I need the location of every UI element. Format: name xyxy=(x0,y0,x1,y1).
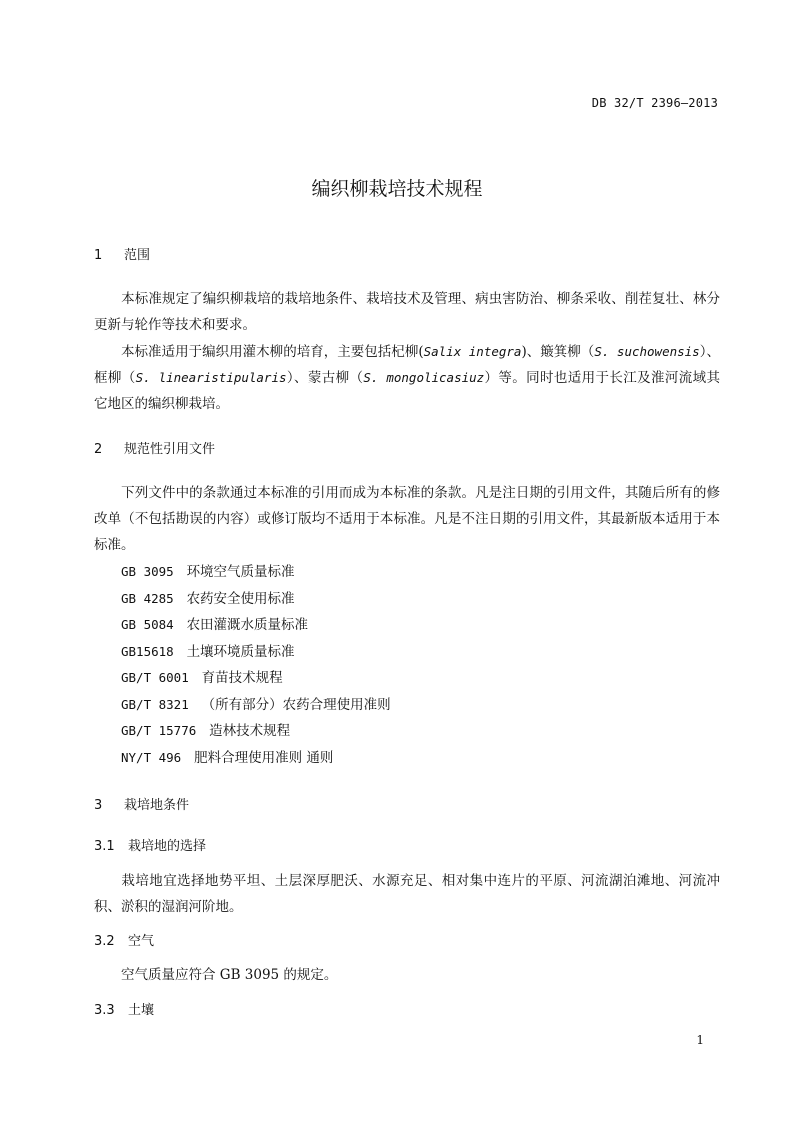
scope-text-2c: ）、框柳（ xyxy=(94,344,720,386)
site-selection-paragraph xyxy=(94,868,720,920)
species-linearistipularis: S. linearistipularis xyxy=(135,370,287,385)
reference-code: GB/T 15776 xyxy=(121,723,197,738)
scope-text-2e: ）等。同时也适用于长江及淮河流域其它地区的编织柳栽培。 xyxy=(94,370,721,412)
section-3-heading xyxy=(94,794,189,813)
section-title: 栽培地的选择 xyxy=(128,839,207,854)
standard-code: DB 32/T 2396—2013 xyxy=(591,96,718,110)
reference-title: 育苗技术规程 xyxy=(201,670,283,686)
section-title: 空气 xyxy=(128,934,155,949)
references-intro-paragraph xyxy=(94,480,720,558)
section-3-1-heading xyxy=(94,835,206,854)
reference-code: GB15618 xyxy=(121,643,174,659)
reference-item xyxy=(121,692,391,719)
reference-list xyxy=(121,559,391,771)
scope-text-2a: 本标准适用于编织用灌木柳的培育，主要包括杞柳( xyxy=(121,344,424,360)
page-number: 1 xyxy=(696,1033,704,1047)
air-text: 空气质量应符合 GB 3095 的规定。 xyxy=(121,967,338,983)
reference-item xyxy=(121,718,391,745)
scope-paragraph-2 xyxy=(94,339,720,417)
reference-title: 环境空气质量标准 xyxy=(186,564,295,580)
document-title: 编织柳栽培技术规程 xyxy=(311,178,483,200)
section-3-2-heading xyxy=(94,930,154,949)
section-1-heading xyxy=(94,244,150,263)
reference-title: 造林技术规程 xyxy=(209,723,291,739)
section-number: 3 xyxy=(94,798,103,813)
reference-code: GB 4285 xyxy=(121,590,174,606)
reference-code: GB/T 8321 xyxy=(121,696,189,712)
site-selection-text: 栽培地宜选择地势平坦、土层深厚肥沃、水源充足、相对集中连片的平原、河流湖泊滩地、河流冲积、淤积的湿润河阶地。 xyxy=(94,873,720,915)
scope-text-1: 本标准规定了编织柳栽培的栽培地条件、栽培技术及管理、病虫害防治、柳条采收、削茬复壮、林分更新与轮作等技术和要求。 xyxy=(94,291,720,333)
section-number: 2 xyxy=(94,442,103,457)
reference-code: NY/T 496 xyxy=(121,749,182,765)
reference-item xyxy=(121,612,391,639)
reference-title: 肥料合理使用准则 通则 xyxy=(194,749,334,766)
section-number: 3.2 xyxy=(94,934,115,949)
reference-item xyxy=(121,639,391,666)
reference-item xyxy=(121,745,391,772)
reference-title: 土壤环境质量标准 xyxy=(186,643,295,660)
reference-code: GB/T 6001 xyxy=(121,670,189,685)
reference-item xyxy=(121,665,391,692)
section-number: 3.3 xyxy=(94,1003,115,1018)
scope-paragraph-1 xyxy=(94,286,720,338)
section-title: 土壤 xyxy=(128,1003,155,1018)
reference-code: GB 5084 xyxy=(121,617,174,632)
references-intro-text: 下列文件中的条款通过本标准的引用而成为本标准的条款。凡是注日期的引用文件，其随后所有的修改单（不包括勘误的内容）或修订版均不适用于本标准。凡是不注日期的引用文件，其最新版本适用于本标准。 xyxy=(94,485,720,553)
section-number: 3.1 xyxy=(94,839,115,854)
species-suchowensis: S. suchowensis xyxy=(594,344,700,359)
reference-code: GB 3095 xyxy=(121,564,174,579)
species-salix-integra: Salix integra xyxy=(423,344,522,359)
reference-item xyxy=(121,559,391,586)
section-2-heading xyxy=(94,438,215,457)
scope-text-2d: ）、蒙古柳（ xyxy=(286,370,364,386)
reference-title: （所有部分）农药合理使用准则 xyxy=(201,696,391,713)
reference-title: 农田灌溉水质量标准 xyxy=(186,617,309,633)
species-mongolicasiuz: S. mongolicasiuz xyxy=(363,370,485,385)
section-title: 规范性引用文件 xyxy=(124,442,216,457)
section-number: 1 xyxy=(94,248,103,263)
section-3-3-heading xyxy=(94,999,154,1018)
section-title: 范围 xyxy=(124,248,151,263)
reference-item xyxy=(121,586,391,613)
air-paragraph xyxy=(94,962,720,988)
section-title: 栽培地条件 xyxy=(124,798,190,813)
scope-text-2b: )、簸箕柳（ xyxy=(521,344,595,360)
reference-title: 农药安全使用标准 xyxy=(186,590,295,607)
